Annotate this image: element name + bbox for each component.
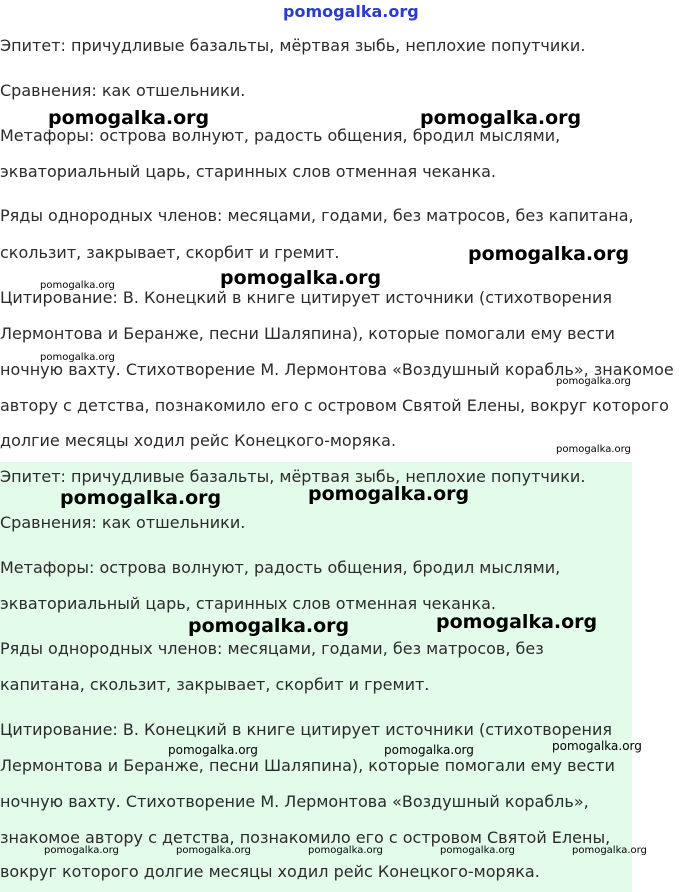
watermark: pomogalka.org bbox=[440, 845, 515, 856]
text-line: Цитирование: В. Конецкий в книге цитирует источники (стихотворения bbox=[0, 720, 612, 739]
text-line: знакомое автору с детства, познакомило его с островом Святой Елены, bbox=[0, 828, 611, 847]
watermark: pomogalka.org bbox=[556, 376, 631, 387]
text-line: Лермонтова и Беранже, песни Шаляпина), которые помогали ему вести bbox=[0, 324, 615, 343]
text-line: скользит, закрывает, скорбит и гремит. bbox=[0, 243, 340, 262]
text-line: ночную вахту. Стихотворение М. Лермонтова «Воздушный корабль», bbox=[0, 792, 589, 811]
watermark: pomogalka.org bbox=[283, 2, 419, 21]
text-line: экваториальный царь, старинных слов отменная чеканка. bbox=[0, 162, 496, 181]
watermark: pomogalka.org bbox=[552, 739, 642, 753]
text-line: ночную вахту. Стихотворение М. Лермонтова «Воздушный корабль», знакомое bbox=[0, 360, 674, 379]
watermark: pomogalka.org bbox=[176, 845, 251, 856]
watermark: pomogalka.org bbox=[220, 267, 382, 289]
watermark: pomogalka.org bbox=[384, 743, 474, 757]
text-line: Эпитет: причудливые базальты, мёртвая зыбь, неплохие попутчики. bbox=[0, 467, 586, 486]
watermark: pomogalka.org bbox=[168, 743, 258, 757]
text-line: Эпитет: причудливые базальты, мёртвая зыбь, неплохие попутчики. bbox=[0, 36, 586, 55]
watermark: pomogalka.org bbox=[572, 845, 647, 856]
watermark: pomogalka.org bbox=[436, 611, 598, 633]
watermark: pomogalka.org bbox=[308, 845, 383, 856]
text-line: долгие месяцы ходил рейс Конецкого-моряка. bbox=[0, 431, 397, 450]
text-line: автору с детства, познакомило его с островом Святой Елены, вокруг которого bbox=[0, 396, 669, 415]
text-line: Ряды однородных членов: месяцами, годами, без матросов, без bbox=[0, 639, 544, 658]
watermark: pomogalka.org bbox=[44, 845, 119, 856]
text-line: Сравнения: как отшельники. bbox=[0, 81, 246, 100]
text-line: Метафоры: острова волнуют, радость общения, бродил мыслями, bbox=[0, 558, 561, 577]
watermark: pomogalka.org bbox=[48, 107, 210, 129]
watermark: pomogalka.org bbox=[40, 352, 115, 363]
text-line: вокруг которого долгие месяцы ходил рейс Конецкого-моряка. bbox=[0, 862, 540, 881]
text-line: Лермонтова и Беранже, песни Шаляпина), которые помогали ему вести bbox=[0, 756, 615, 775]
text-line: Сравнения: как отшельники. bbox=[0, 513, 246, 532]
watermark: pomogalka.org bbox=[188, 615, 350, 637]
watermark: pomogalka.org bbox=[468, 243, 630, 265]
watermark: pomogalka.org bbox=[40, 280, 115, 291]
text-line: Метафоры: острова волнуют, радость общения, бродил мыслями, bbox=[0, 126, 561, 145]
watermark: pomogalka.org bbox=[60, 487, 222, 509]
text-line: экваториальный царь, старинных слов отменная чеканка. bbox=[0, 594, 496, 613]
watermark: pomogalka.org bbox=[420, 107, 582, 129]
text-line: Цитирование: В. Конецкий в книге цитирует источники (стихотворения bbox=[0, 288, 612, 307]
watermark: pomogalka.org bbox=[308, 483, 470, 505]
watermark: pomogalka.org bbox=[556, 444, 631, 455]
text-line: капитана, скользит, закрывает, скорбит и гремит. bbox=[0, 675, 430, 694]
text-line: Ряды однородных членов: месяцами, годами, без матросов, без капитана, bbox=[0, 206, 634, 225]
